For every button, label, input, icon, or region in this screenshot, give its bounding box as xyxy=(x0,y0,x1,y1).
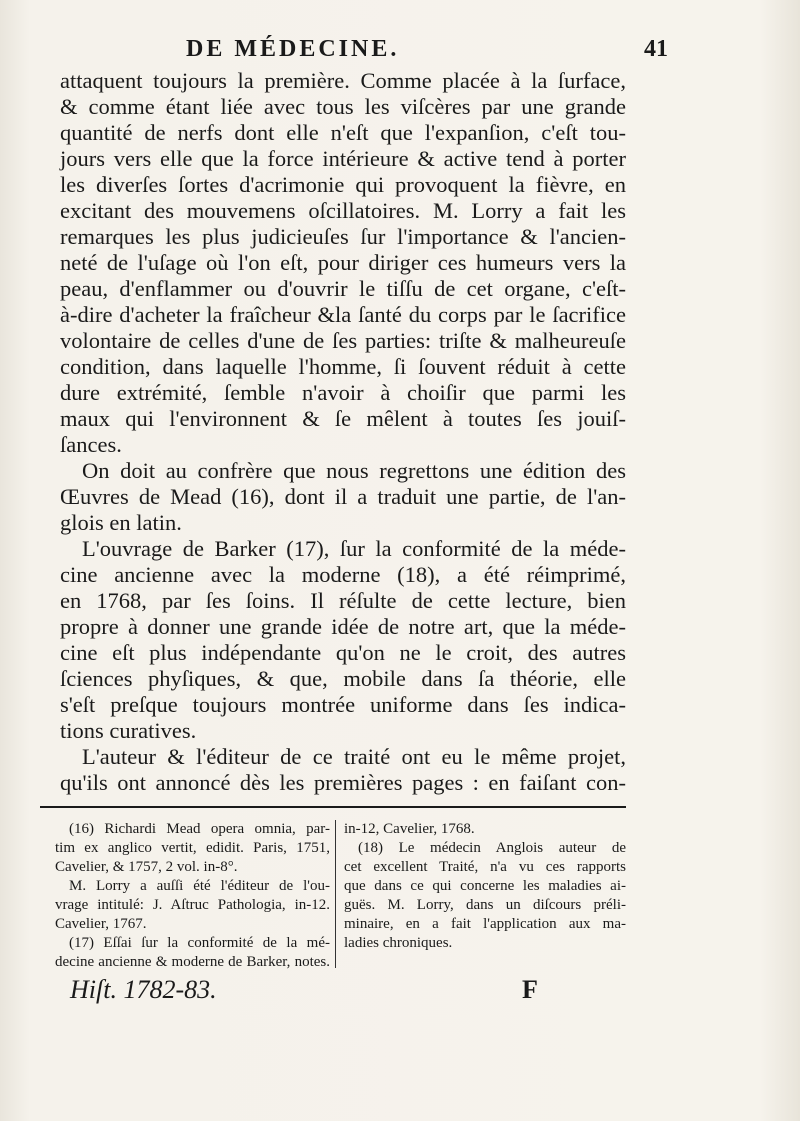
text-line: qu'ils ont annoncé dès les premières pages : en faiſant con- xyxy=(60,770,626,795)
text-line: jours vers elle que la force intérieure & active tend à porter xyxy=(60,146,626,171)
text-line: maux qui l'environnent & ſe mêlent à toutes ſes jouiſ- xyxy=(60,406,626,431)
text-line: peau, d'enflammer ou d'ouvrir le tiſſu de cet organe, c'eſt- xyxy=(60,276,626,301)
signature-mark: Hiſt. 1782-83. xyxy=(70,975,217,1004)
text-line: & comme étant liée avec tous les viſcères par une grande xyxy=(60,94,626,119)
footnote-line: Cavelier, 1767. xyxy=(55,916,147,932)
text-line: quantité de nerfs dont elle n'eſt que l'expanſion, c'eſt tou- xyxy=(60,120,626,145)
text-line: à-dire d'acheter la fraîcheur &la ſanté du corps par le ſacrifice xyxy=(60,302,626,327)
text-line: s'eſt preſque toujours montrée uniforme dans ſes indica- xyxy=(60,692,626,717)
footnotes-left-column xyxy=(55,820,330,972)
footnote-line: decine ancienne & moderne de Barker, notes. xyxy=(55,954,330,970)
footnote-line: (16) Richardi Mead opera omnia, par- xyxy=(69,821,330,837)
page-number: 41 xyxy=(644,36,668,62)
text-line: excitant des mouvemens oſcillatoires. M. Lorry a fait les xyxy=(60,198,626,223)
sheet-signature-letter: F xyxy=(522,975,538,1004)
footnote-line: que dans ce qui concerne les maladies ai- xyxy=(344,878,626,894)
text-line: condition, dans laquelle l'homme, ſi ſouvent réduit à cette xyxy=(60,354,626,379)
text-line: cine ancienne avec la moderne (18), a été réimprimé, xyxy=(60,562,626,587)
text-line: Œuvres de Mead (16), dont il a traduit une partie, de l'an- xyxy=(60,484,626,509)
footnote-line: vrage intitulé: J. Aſtruc Pathologia, in-12. xyxy=(55,897,330,913)
footnote-column-divider xyxy=(335,820,336,968)
text-line: ſances. xyxy=(60,432,122,457)
footnote-line: (18) Le médecin Anglois auteur de xyxy=(358,840,626,856)
footnote-line: guës. M. Lorry, dans un diſcours préli- xyxy=(344,897,626,913)
page-header xyxy=(60,32,668,72)
text-line: dure extrémité, ſemble n'avoir à choiſir que parmi les xyxy=(60,380,626,405)
text-line: remarques les plus judicieuſes ſur l'importance & l'ancien- xyxy=(60,224,626,249)
text-line: L'auteur & l'éditeur de ce traité ont eu le même projet, xyxy=(82,744,626,769)
footnote-line: cet excellent Traité, n'a vu ces rapports xyxy=(344,859,626,875)
footnote-line: (17) Eſſai ſur la conformité de la mé- xyxy=(69,935,330,951)
text-line: glois en latin. xyxy=(60,510,182,535)
text-line: On doit au confrère que nous regrettons une édition des xyxy=(82,458,626,483)
footnote-line: Cavelier, & 1757, 2 vol. in-8°. xyxy=(55,859,238,875)
text-line: cine eſt plus indépendante qu'on ne le croit, des autres xyxy=(60,640,626,665)
footnote-line: tim ex anglico vertit, edidit. Paris, 1751, xyxy=(55,840,330,856)
footnote-line: minaire, en a fait l'application aux ma- xyxy=(344,916,626,932)
footnote-line: in-12, Cavelier, 1768. xyxy=(344,821,475,837)
footnote-rule xyxy=(40,806,626,808)
text-line: propre à donner une grande idée de notre art, que la méde- xyxy=(60,614,626,639)
text-line: les diverſes ſortes d'acrimonie qui provoquent la fièvre, en xyxy=(60,172,626,197)
text-line: volontaire de celles d'une de ſes parties: triſte & malheureuſe xyxy=(60,328,626,353)
text-line: neté de l'uſage où l'on eſt, pour diriger ces humeurs vers la xyxy=(60,250,626,275)
footnotes-right-column xyxy=(344,820,626,953)
running-head: DE MÉDECINE. xyxy=(186,36,400,62)
text-line: ſciences phyſiques, & que, mobile dans ſa théorie, elle xyxy=(60,666,626,691)
text-line: tions curatives. xyxy=(60,718,197,743)
text-line: en 1768, par ſes ſoins. Il réſulte de cette lecture, bien xyxy=(60,588,626,613)
footnote-line: ladies chroniques. xyxy=(344,935,453,951)
text-line: attaquent toujours la première. Comme placée à la ſurface, xyxy=(60,68,626,93)
text-line: L'ouvrage de Barker (17), ſur la conformité de la méde- xyxy=(82,536,626,561)
main-text xyxy=(60,68,626,796)
footnote-line: M. Lorry a auſſi été l'éditeur de l'ou- xyxy=(69,878,330,894)
